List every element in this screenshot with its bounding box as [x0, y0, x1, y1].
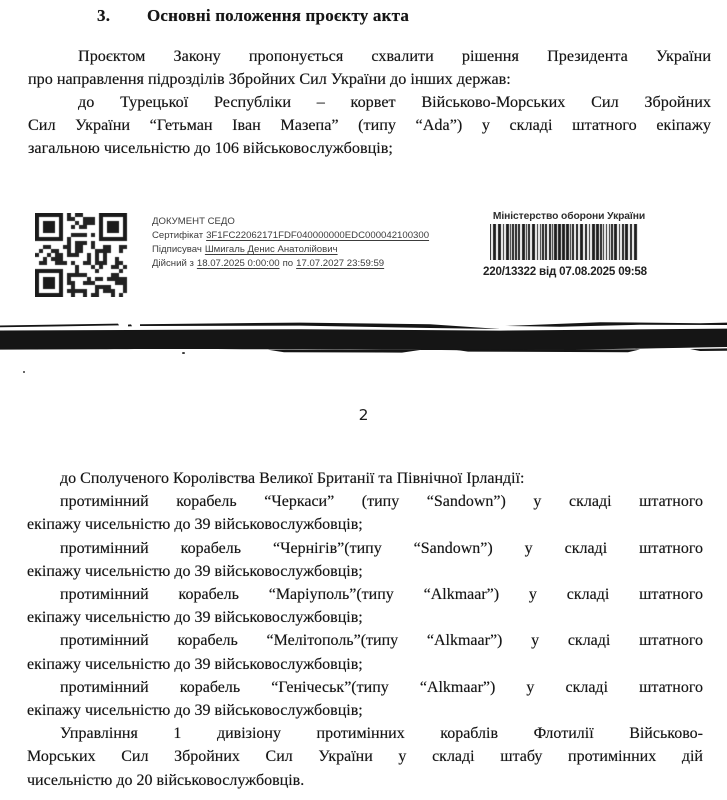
scan-speck: [23, 371, 25, 373]
text-line: протимінний корабель “Генічеськ”(типу “Alkmaar”) у складі штатного: [60, 678, 703, 696]
text-line: Управління 1 дивізіону протимінних кораблів Флотилії Військово-: [60, 725, 703, 743]
page-number: 2: [358, 406, 369, 424]
registration-barcode: [490, 224, 638, 260]
text-line: протимінний корабель “Чернігів”(типу “Sandown”) у складі штатного: [60, 539, 703, 557]
signer-value: Шмигаль Денис Анатолійович: [204, 243, 338, 255]
sedo-certificate-line: [152, 229, 429, 243]
text-line: загальною чисельністю до 106 військовослужбовців;: [28, 139, 393, 157]
text-line: екіпажу чисельністю до 39 військовослужбовців;: [27, 609, 363, 627]
validity-to: 17.07.2027 23:59:59: [296, 257, 385, 269]
validity-separator: по: [282, 257, 294, 269]
registration-number-line: 220/13322 від 07.08.2025 09:58: [483, 265, 647, 278]
sedo-stamp-text: [152, 215, 429, 271]
text-line: протимінний корабель “Мелітополь”(типу “Alkmaar”) у складі штатного: [60, 632, 703, 650]
text-line: Сил України “Гетьман Іван Мазепа” (типу “Ada”) у складі штатного екіпажу: [28, 116, 711, 134]
certificate-value: 3F1FC22062171FDF040000000EDC000042100300: [206, 229, 430, 241]
text-line: екіпажу чисельністю до 39 військовослужбовців;: [27, 516, 363, 534]
mod-registration-stamp: [482, 208, 660, 288]
text-line: Проєктом Закону пропонується схвалити рішення Президента України: [78, 47, 711, 65]
section-heading: [97, 6, 409, 26]
qr-code: [35, 213, 129, 297]
sedo-validity-line: [152, 257, 429, 271]
sedo-signature-stamp: [35, 213, 455, 303]
text-line: екіпажу чисельністю до 39 військовослужбовців;: [27, 702, 363, 720]
validity-label: Дійсний з: [152, 257, 194, 269]
page2-body-text: [27, 467, 703, 792]
text-line: Морських Сил Збройних Сил України у складі штабу протимінних дій: [27, 748, 703, 766]
text-line: екіпажу чисельністю до 39 військовослужбовців;: [27, 562, 363, 580]
sedo-title: ДОКУМЕНТ СЕДО: [152, 216, 235, 227]
text-line: екіпажу чисельністю до 39 військовослужбовців;: [27, 655, 363, 673]
text-line: протимінний корабель “Маріуполь”(типу “Alkmaar”) у складі штатного: [60, 586, 703, 604]
page1-body-text: [28, 45, 711, 160]
text-line: чисельністю до 20 військовослужбовців.: [27, 771, 305, 789]
sedo-signer-line: [152, 243, 429, 257]
section-number: 3.: [97, 6, 111, 25]
text-line: до Турецької Республіки – корвет Військово-Морських Сил Збройних: [78, 93, 711, 111]
text-line: протимінний корабель “Черкаси” (типу “Sandown”) у складі штатного: [60, 493, 703, 511]
section-title: Основні положення проєкту акта: [147, 6, 410, 25]
scan-speck: [182, 352, 185, 354]
validity-from: 18.07.2025 0:00:00: [196, 257, 280, 269]
signer-label: Підписувач: [152, 243, 202, 255]
mod-stamp-title: Міністерство оборони України: [492, 211, 646, 222]
certificate-label: Сертифікат: [152, 229, 204, 241]
text-line: про направлення підрозділів Збройних Сил України до інших держав:: [28, 70, 511, 88]
text-line: до Сполученого Королівства Великої Британії та Північної Ірландії:: [60, 470, 525, 487]
page-break-scan-bar: [0, 316, 727, 362]
